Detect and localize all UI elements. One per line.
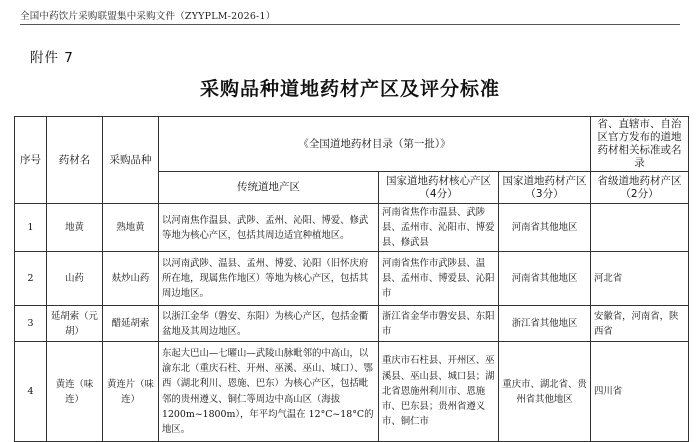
table-row (15, 252, 689, 306)
table-row (15, 204, 689, 252)
col-header-province-level: 省级道地药材产区（2分） (591, 172, 689, 204)
cell-no: 1 (15, 204, 47, 252)
document-header: 全国中药饮片采购联盟集中采购文件（ZYYPLM-2026-1） (20, 11, 276, 22)
cell-no: 2 (15, 252, 47, 306)
cell-province-level: 四川省 (591, 342, 689, 442)
cell-national: 浙江省其他地区 (499, 306, 591, 342)
table-row (15, 342, 689, 442)
cell-name: 地黄 (47, 204, 103, 252)
cell-national: 河南省其他地区 (499, 204, 591, 252)
cell-traditional: 以河南武陟、温县、孟州、博爱、沁阳（旧怀庆府所在地，现属焦作地区）等地为核心产区，包括其周边地区。 (159, 252, 379, 306)
cell-core: 重庆市石柱县、开州区、巫溪县、巫山县、城口县；湖北省恩施州利川市、恩施市、巴东县；贵州省遵义市、铜仁市 (379, 342, 499, 442)
cell-no: 4 (15, 342, 47, 442)
col-header-variety: 采购品种 (103, 117, 159, 204)
page-title: 采购品种道地药材产区及评分标准 (199, 78, 500, 100)
cell-name: 黄连（味连） (47, 342, 103, 442)
cell-no: 3 (15, 306, 47, 342)
header-rule (20, 24, 680, 25)
col-header-national: 国家道地药材产区（3分） (499, 172, 591, 204)
cell-variety: 麸炒山药 (103, 252, 159, 306)
cell-name: 延胡索（元胡） (47, 306, 103, 342)
attachment-label: 附件 7 (30, 50, 74, 66)
cell-province-level: 河北省 (591, 252, 689, 306)
origin-table (14, 116, 689, 442)
table-row (15, 306, 689, 342)
cell-traditional: 以浙江金华（磐安、东阳）为核心产区，包括金衢盆地及其周边地区。 (159, 306, 379, 342)
cell-core: 河南省焦作市武陟县、温县、孟州市、博爱县、沁阳市 (379, 252, 499, 306)
cell-variety: 熟地黄 (103, 204, 159, 252)
col-header-provincial: 省、直辖市、自治区官方发布的道地药材相关标准或名录 (591, 117, 689, 172)
col-header-traditional: 传统道地产区 (159, 172, 379, 204)
cell-national: 河南省其他地区 (499, 252, 591, 306)
cell-traditional: 东起大巴山—七曜山—武陵山脉毗邻的中高山，以渝东北（重庆石柱、开州、巫溪、巫山、城口）、鄂西（湖北利川、恩施、巴东）为核心产区，包括毗邻的贵州遵义、铜仁等周边中高山区（海拔 1200m~1800m），年平均气温在 12°C~18°C的地区。 (159, 342, 379, 442)
col-header-catalog: 《全国道地药材目录（第一批）》 (159, 117, 591, 172)
cell-name: 山药 (47, 252, 103, 306)
col-header-core: 国家道地药材核心产区（4分） (379, 172, 499, 204)
cell-traditional: 以河南焦作温县、武陟、孟州、沁阳、博爱、修武等地为核心产区，包括其周边适宜种植地区。 (159, 204, 379, 252)
cell-variety: 黄连片（味连） (103, 342, 159, 442)
cell-core: 河南省焦作市温县、武陟县、孟州市、沁阳市、博爱县、修武县 (379, 204, 499, 252)
col-header-name: 药材名 (47, 117, 103, 204)
cell-province-level: 安徽省，河南省，陕西省 (591, 306, 689, 342)
cell-national: 重庆市、湖北省、贵州省其他地区 (499, 342, 591, 442)
col-header-no: 序号 (15, 117, 47, 204)
cell-variety: 醋延胡索 (103, 306, 159, 342)
cell-province-level (591, 204, 689, 252)
cell-core: 浙江省金华市磐安县、东阳市 (379, 306, 499, 342)
